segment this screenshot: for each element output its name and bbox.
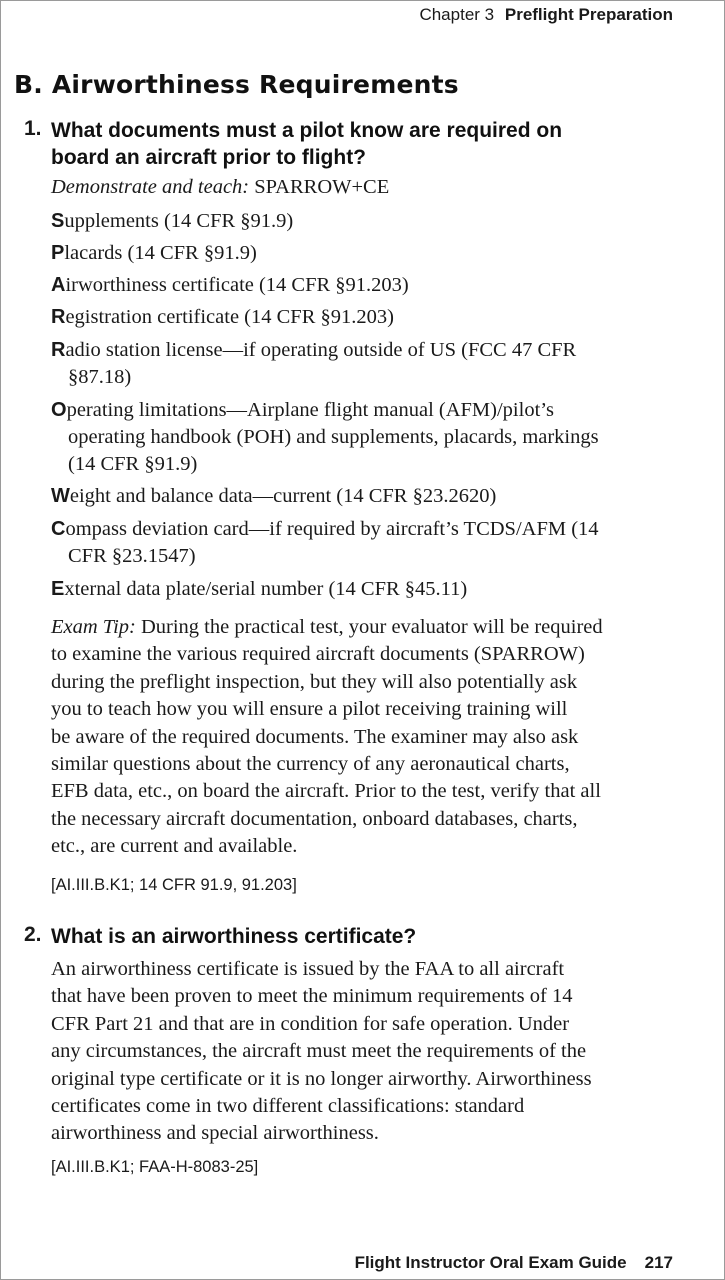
question-2-text: What is an airworthiness certificate? (51, 925, 417, 948)
acronym-item-c (51, 516, 599, 570)
answer-line: original type certificate or it is no longer airworthy. Airworthiness (51, 1067, 592, 1090)
acronym-text: irworthiness certificate (14 CFR §91.203) (65, 274, 409, 296)
acronym-text: ompass deviation card—if required by aircraft’s TCDS/AFM (14 (65, 518, 599, 540)
q1-intro-text: SPARROW+CE (249, 176, 390, 198)
acronym-item-s (51, 208, 293, 235)
acronym-letter: O (51, 399, 67, 421)
running-footer (355, 1253, 673, 1273)
acronym-text: egistration certificate (14 CFR §91.203) (65, 306, 394, 328)
acronym-letter: A (51, 274, 66, 296)
acronym-text: lacards (14 CFR §91.9) (64, 242, 257, 264)
exam-tip-paragraph (51, 614, 603, 861)
exam-tip-line: EFB data, etc., on board the aircraft. Prior to the test, verify that all (51, 780, 601, 803)
exam-tip-line: the necessary aircraft documentation, onboard databases, charts, (51, 807, 578, 830)
acronym-item-w (51, 483, 496, 510)
acronym-item-r1 (51, 304, 394, 331)
answer-line: any circumstances, the aircraft must meet the requirements of the (51, 1040, 587, 1063)
book-title: Flight Instructor Oral Exam Guide (354, 1253, 627, 1272)
acronym-letter: E (51, 578, 65, 600)
exam-tip-line: to examine the various required aircraft documents (SPARROW) (51, 643, 585, 666)
exam-tip-line (51, 614, 603, 641)
answer-line: certificates come in two different classifications: standard (51, 1095, 525, 1118)
question-1-text (51, 117, 562, 171)
question-1-line-2: board an aircraft prior to flight? (51, 146, 367, 169)
acronym-item-p (51, 240, 257, 267)
answer-line: CFR Part 21 and that are in condition for safe operation. Under (51, 1012, 570, 1035)
section-title: Preflight Preparation (504, 5, 673, 24)
acronym-continuation: CFR §23.1547) (68, 545, 196, 567)
acronym-text: upplements (14 CFR §91.9) (64, 210, 294, 232)
page-number: 217 (644, 1253, 673, 1272)
acronym-letter: P (51, 242, 65, 264)
acronym-item-o (51, 397, 599, 478)
question-2-number: 2. (24, 923, 42, 946)
acronym-letter: R (51, 306, 66, 328)
acronym-continuation: (14 CFR §91.9) (68, 453, 198, 475)
acronym-letter: S (51, 210, 65, 232)
acronym-text: perating limitations—Airplane flight manual (AFM)/pilot’s (66, 399, 554, 421)
question-1-line-1: What documents must a pilot know are required on (51, 119, 563, 142)
acronym-item-e (51, 576, 467, 603)
exam-tip-line: during the preflight inspection, but they will also potentially ask (51, 670, 578, 693)
exam-tip-line: similar questions about the currency of any aeronautical charts, (51, 753, 570, 776)
acronym-letter: R (51, 339, 66, 361)
question-2-reference: [AI.III.B.K1; FAA-H-8083-25] (51, 1158, 259, 1176)
answer-line: airworthiness and special airworthiness. (51, 1122, 379, 1145)
running-header (419, 5, 673, 25)
exam-tip-line: etc., are current and available. (51, 835, 298, 858)
acronym-item-a (51, 272, 409, 299)
acronym-item-r2 (51, 337, 576, 391)
exam-tip-text: During the practical test, your evaluator will be required (135, 616, 603, 638)
acronym-letter: W (51, 485, 70, 507)
section-heading: B. Airworthiness Requirements (14, 70, 459, 99)
acronym-text: eight and balance data—current (14 CFR §23.2620) (69, 485, 497, 507)
acronym-letter: C (51, 518, 66, 540)
exam-tip-label: Exam Tip: (51, 616, 136, 638)
answer-line: An airworthiness certificate is issued by the FAA to all aircraft (51, 958, 565, 980)
question-2-answer (51, 956, 592, 1148)
q1-intro-label: Demonstrate and teach: (51, 176, 250, 198)
exam-tip-line: you to teach how you will ensure a pilot receiving training will (51, 698, 568, 721)
acronym-text: adio station license—if operating outside of US (FCC 47 CFR (65, 339, 577, 361)
acronym-continuation: §87.18) (68, 366, 132, 388)
chapter-label: Chapter 3 (419, 5, 495, 24)
acronym-text: xternal data plate/serial number (14 CFR §45.11) (64, 578, 468, 600)
acronym-continuation: operating handbook (POH) and supplements, placards, markings (68, 426, 599, 448)
exam-tip-line: be aware of the required documents. The examiner may also ask (51, 725, 579, 748)
answer-line: that have been proven to meet the minimum requirements of 14 (51, 985, 573, 1008)
question-1-number: 1. (24, 117, 42, 140)
question-1-reference: [AI.III.B.K1; 14 CFR 91.9, 91.203] (51, 876, 297, 894)
q1-intro (51, 176, 389, 199)
